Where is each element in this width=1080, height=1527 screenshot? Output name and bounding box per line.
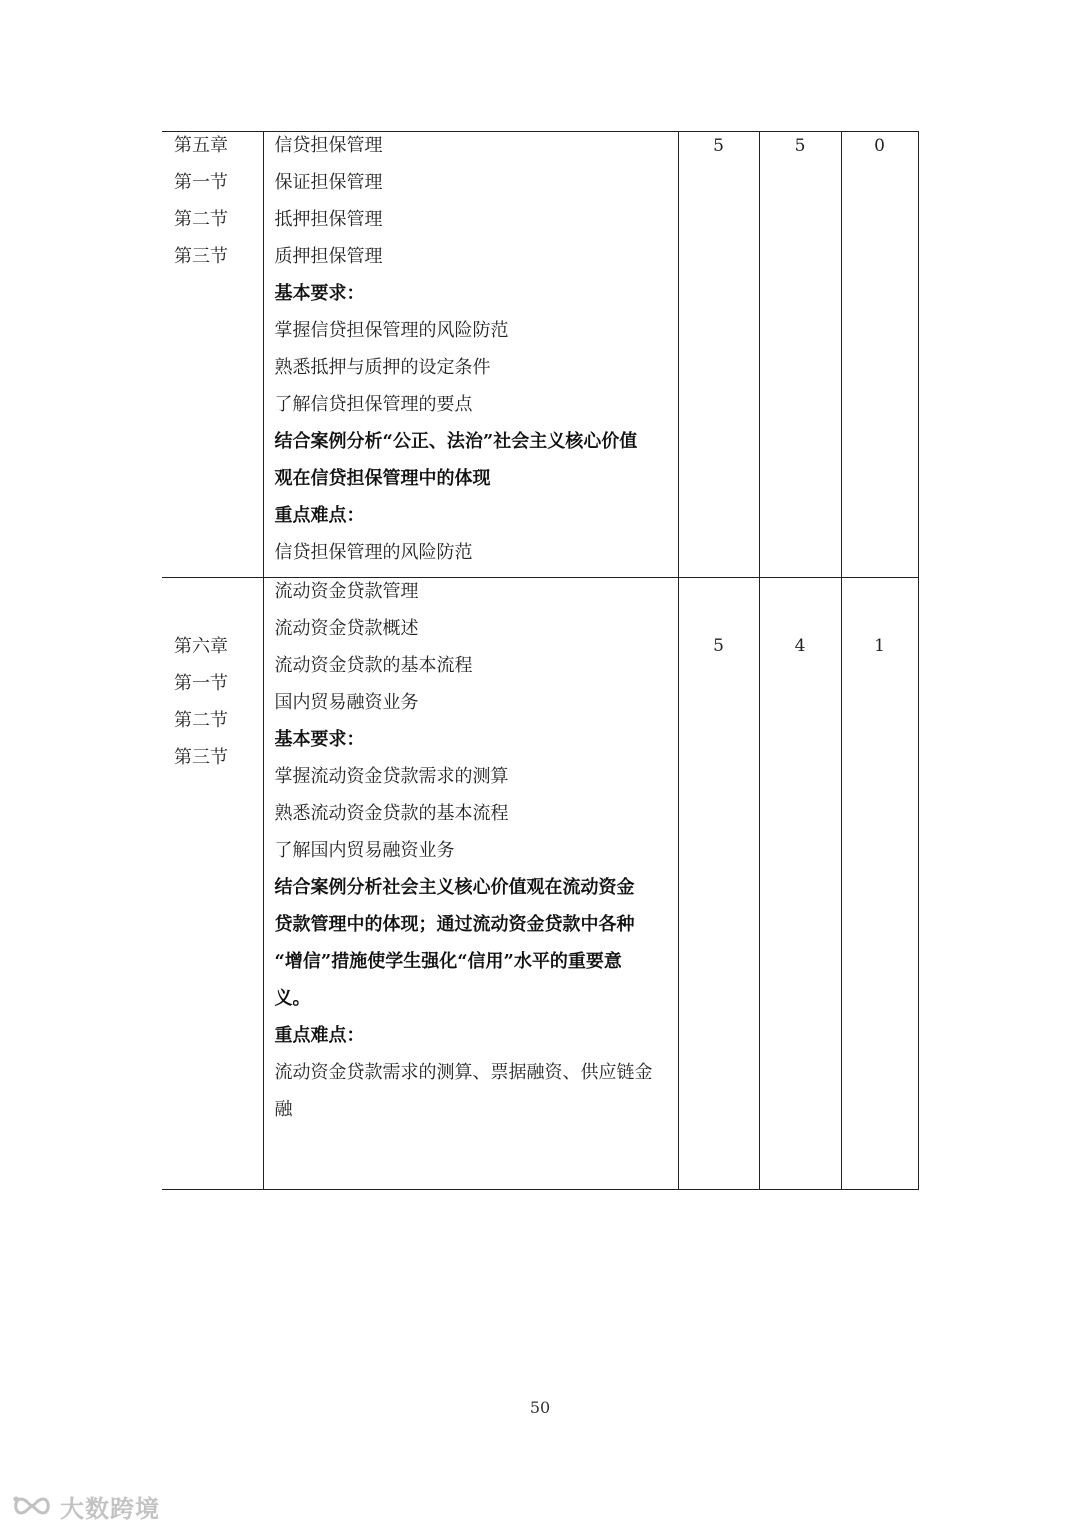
content-line: 了解国内贸易融资业务 <box>274 840 455 861</box>
content-line-emphasis: 观在信贷担保管理中的体现 <box>274 468 491 489</box>
content-line-emphasis: “增信”措施使学生强化“信用”水平的重要意 <box>274 951 622 972</box>
chapter-line: 第一节 <box>174 172 228 193</box>
content-line-emphasis: 重点难点： <box>274 1025 365 1046</box>
content-line-emphasis: 基本要求： <box>274 729 365 750</box>
content-lines <box>264 127 678 571</box>
content-line: 熟悉抵押与质押的设定条件 <box>274 357 491 378</box>
content-line: 流动资金贷款管理 <box>274 581 419 602</box>
chapter-line: 第三节 <box>174 747 228 768</box>
chapter-line: 第一节 <box>174 673 228 694</box>
content-line: 融 <box>274 1099 293 1120</box>
content-line: 了解信贷担保管理的要点 <box>274 394 473 415</box>
content-line-emphasis: 结合案例分析“公正、法治”社会主义核心价值 <box>274 431 638 452</box>
content-line: 信贷担保管理的风险防范 <box>274 542 473 563</box>
chapter-line: 第三节 <box>174 246 228 267</box>
chapter-lines <box>162 127 263 275</box>
content-line: 流动资金贷款的基本流程 <box>274 655 473 676</box>
content-line: 国内贸易融资业务 <box>274 692 419 713</box>
content-line-emphasis: 重点难点： <box>274 505 365 526</box>
content-line: 质押担保管理 <box>274 246 383 267</box>
chapter-lines <box>162 628 263 776</box>
content-line: 抵押担保管理 <box>274 209 383 230</box>
content-cell <box>263 132 678 578</box>
content-line: 流动资金贷款需求的测算、票据融资、供应链金 <box>274 1062 653 1083</box>
content-line-emphasis: 结合案例分析社会主义核心价值观在流动资金 <box>274 877 635 898</box>
chapter-line: 第六章 <box>174 636 228 657</box>
content-line: 保证担保管理 <box>274 172 383 193</box>
watermark-text: 大数跨境 <box>60 1494 160 1523</box>
hours-theory-cell: 5 <box>759 132 841 578</box>
infinity-logo-icon <box>10 1494 54 1518</box>
chapter-line: 第二节 <box>174 710 228 731</box>
content-cell <box>263 578 678 1190</box>
hours-practice-cell: 0 <box>841 132 918 578</box>
chapter-cell <box>162 132 263 578</box>
content-lines <box>264 573 678 1128</box>
hours-theory-cell: 4 <box>759 578 841 1190</box>
content-line: 掌握流动资金贷款需求的测算 <box>274 766 509 787</box>
content-line: 信贷担保管理 <box>274 135 383 156</box>
chapter-line: 第二节 <box>174 209 228 230</box>
content-line: 掌握信贷担保管理的风险防范 <box>274 320 509 341</box>
hours-total-cell: 5 <box>678 132 759 578</box>
syllabus-table <box>162 131 919 1190</box>
watermark <box>10 1490 160 1522</box>
table-row <box>162 578 918 1190</box>
chapter-line: 第五章 <box>174 135 228 156</box>
content-line: 熟悉流动资金贷款的基本流程 <box>274 803 509 824</box>
table-row <box>162 132 918 578</box>
content-line-emphasis: 义。 <box>274 988 311 1009</box>
content-line-emphasis: 贷款管理中的体现；通过流动资金贷款中各种 <box>274 914 635 935</box>
content-line: 流动资金贷款概述 <box>274 618 419 639</box>
page-number: 50 <box>529 1398 551 1417</box>
hours-total-cell: 5 <box>678 578 759 1190</box>
chapter-cell <box>162 578 263 1190</box>
content-line-emphasis: 基本要求： <box>274 283 365 304</box>
hours-practice-cell: 1 <box>841 578 918 1190</box>
